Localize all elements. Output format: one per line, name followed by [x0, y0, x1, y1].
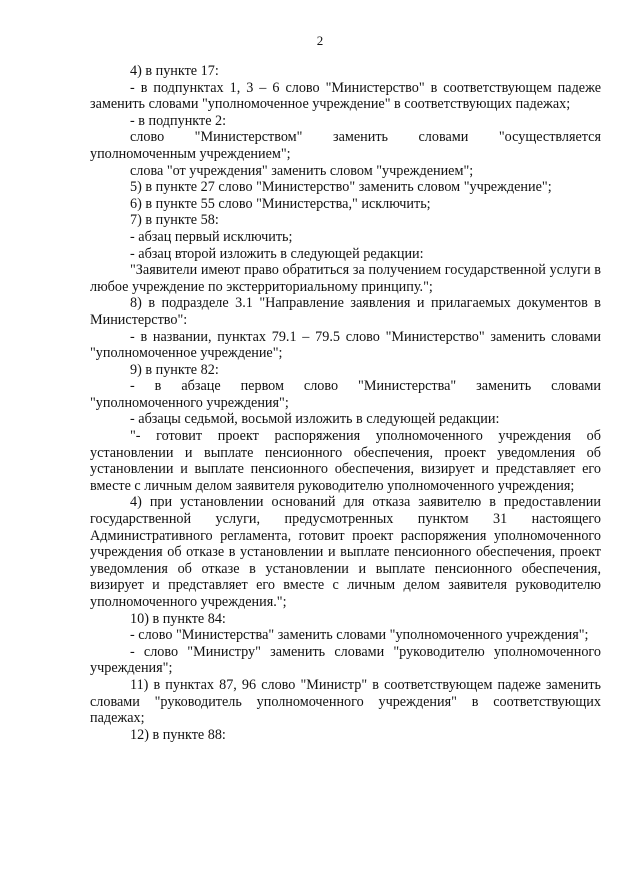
- paragraph: 12) в пункте 88:: [130, 726, 226, 743]
- paragraph: - в названии, пунктах 79.1 – 79.5 слово "Министерство" заменить словами "уполномоченное учреждение";: [90, 328, 601, 362]
- paragraph: 11) в пунктах 87, 96 слово "Министр" в соответствующем падеже заменить словами "руководитель уполномоченного учреждения" в соответствующих падежах;: [90, 676, 601, 727]
- paragraph: - абзац первый исключить;: [130, 228, 293, 245]
- paragraph: слова "от учреждения" заменить словом "учреждением";: [130, 162, 474, 179]
- paragraph: 7) в пункте 58:: [130, 212, 219, 229]
- paragraph: - в подпункте 2:: [130, 112, 227, 129]
- paragraph: 9) в пункте 82:: [130, 361, 219, 378]
- paragraph: "Заявители имеют право обратиться за получением государственной услуги в любое учреждение по экстерриториальному принципу.";: [90, 262, 601, 295]
- page-number: 2: [316, 33, 324, 48]
- paragraph: - в абзаце первом слово "Министерства" заменить словами "уполномоченного учреждения";: [90, 378, 601, 411]
- paragraph: 5) в пункте 27 слово "Министерство" заменить словом "учреждение";: [130, 179, 552, 196]
- paragraph: "- готовит проект распоряжения уполномоченного учреждения об установлении и выплате пенсионного обеспечения, проект уведомления об установлении и выплате пенсионного обеспечения, визирует и представляет его вместе с личным делом заявителя руководителю уполномоченного учреждения;: [90, 428, 601, 494]
- paragraph: - слово "Министру" заменить словами "руководителю уполномоченного учреждения";: [90, 643, 601, 677]
- document-body: [90, 63, 601, 743]
- paragraph: 8) в подразделе 3.1 "Направление заявления и прилагаемых документов в Министерство":: [90, 295, 601, 328]
- paragraph: - абзацы седьмой, восьмой изложить в следующей редакции:: [130, 411, 500, 428]
- paragraph: слово "Министерством" заменить словами "осуществляется уполномоченным учреждением";: [90, 129, 601, 162]
- paragraph: 4) при установлении оснований для отказа заявителю в предоставлении государственной услуги, предусмотренных пунктом 31 настоящего Административного регламента, готовит проект распоряжения уполномоченного учреждения об отказе в установлении и выплате пенсионного обеспечения, проект уведомления об отказе в установлении и выплате пенсионного обеспечения, визирует и представляет его вместе с личным делом заявителя руководителю уполномоченного учреждения.";: [90, 494, 601, 610]
- paragraph: - в подпунктах 1, 3 – 6 слово "Министерство" в соответствующем падеже заменить словами "уполномоченное учреждение" в соответствующих падежах;: [90, 79, 601, 113]
- paragraph: 4) в пункте 17:: [130, 63, 219, 79]
- paragraph: - абзац второй изложить в следующей редакции:: [130, 245, 424, 262]
- paragraph: - слово "Министерства" заменить словами "уполномоченного учреждения";: [130, 627, 589, 644]
- paragraph: 6) в пункте 55 слово "Министерства," исключить;: [130, 195, 431, 212]
- paragraph: 10) в пункте 84:: [130, 610, 226, 627]
